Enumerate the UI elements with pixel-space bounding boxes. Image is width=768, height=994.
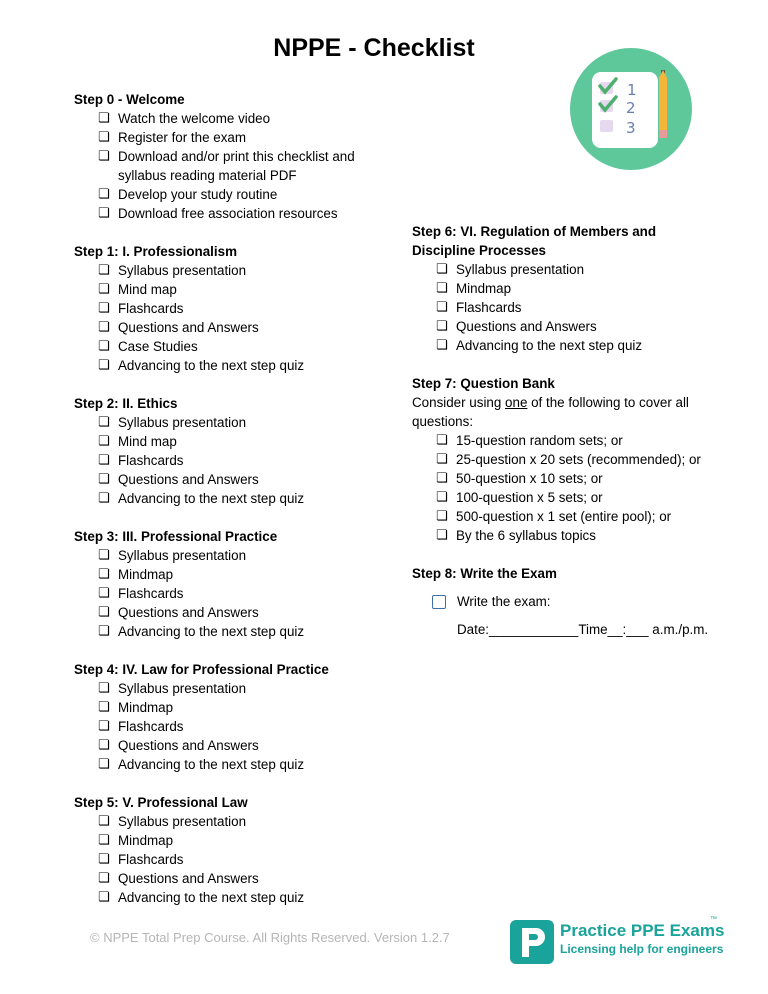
step-7-section — [412, 374, 742, 545]
checkbox-icon[interactable]: ❏ — [98, 491, 110, 506]
step-0-section — [74, 90, 404, 223]
step-intro-continuation: questions: — [412, 414, 474, 429]
checklist-item[interactable] — [98, 717, 404, 736]
step-heading: Step 8: Write the Exam — [412, 566, 557, 581]
checklist-item[interactable] — [98, 622, 404, 641]
item-label: Questions and Answers — [456, 319, 597, 334]
number-1: 1 — [627, 81, 637, 99]
checklist-item-continuation — [98, 166, 404, 185]
checklist-item[interactable] — [98, 261, 404, 280]
exam-date-line: Date:____________Time__:___ a.m./p.m. — [457, 622, 709, 637]
checklist-item[interactable] — [98, 603, 404, 622]
checklist-item[interactable] — [98, 356, 404, 375]
checkbox-icon[interactable]: ❏ — [98, 320, 110, 335]
checklist-item[interactable] — [98, 128, 404, 147]
item-label: 50-question x 10 sets; or — [456, 471, 603, 486]
item-label: 25-question x 20 sets (recommended); or — [456, 452, 701, 467]
checkbox-icon[interactable]: ❏ — [98, 548, 110, 563]
step-6-section — [412, 222, 742, 355]
step-heading: Step 4: IV. Law for Professional Practice — [74, 662, 329, 677]
step-heading: Step 1: I. Professionalism — [74, 244, 237, 259]
item-label: Syllabus presentation — [456, 262, 585, 277]
pencil-icon — [659, 70, 667, 138]
step-5-section — [74, 793, 404, 907]
item-label: Flashcards — [456, 300, 522, 315]
step-intro — [412, 393, 742, 412]
checklist-item[interactable] — [98, 736, 404, 755]
item-label: Download free association resources — [118, 206, 338, 221]
checkbox-icon[interactable]: ❏ — [98, 605, 110, 620]
checkbox-icon[interactable]: ❏ — [436, 319, 448, 334]
step-heading: Step 3: III. Professional Practice — [74, 529, 278, 544]
checklist-item[interactable] — [98, 204, 404, 223]
right-column — [412, 222, 742, 639]
checklist-item[interactable] — [98, 888, 404, 907]
checkbox-icon[interactable] — [432, 595, 446, 609]
step-heading: Step 6: VI. Regulation of Members and — [412, 224, 657, 239]
brand-name: Practice PPE Exams — [560, 921, 725, 940]
item-label: Syllabus presentation — [118, 263, 247, 278]
checklist-item[interactable] — [436, 317, 742, 336]
step-4-section — [74, 660, 404, 774]
item-label: Watch the welcome video — [118, 111, 271, 126]
item-label: Questions and Answers — [118, 320, 259, 335]
write-exam-item[interactable] — [412, 592, 742, 611]
checklist-item[interactable] — [98, 812, 404, 831]
checkbox-icon[interactable]: ❏ — [98, 415, 110, 430]
checklist-item[interactable] — [98, 413, 404, 432]
checkbox-icon[interactable]: ❏ — [98, 130, 110, 145]
item-label: syllabus reading material PDF — [118, 168, 297, 183]
checkbox-icon[interactable]: ❏ — [98, 700, 110, 715]
item-label: Questions and Answers — [118, 472, 259, 487]
checklist-item[interactable] — [436, 507, 742, 526]
checkbox-icon[interactable]: ❏ — [98, 814, 110, 829]
checklist-item[interactable] — [98, 698, 404, 717]
item-label: Mind map — [118, 434, 177, 449]
trademark: ™ — [710, 916, 717, 923]
checklist-item[interactable] — [436, 336, 742, 355]
checklist-item[interactable] — [98, 147, 404, 166]
checklist-item[interactable] — [98, 470, 404, 489]
item-label: Advancing to the next step quiz — [118, 491, 305, 506]
item-label: 100-question x 5 sets; or — [456, 490, 603, 505]
checklist-item[interactable] — [98, 489, 404, 508]
step-heading: Step 0 - Welcome — [74, 92, 185, 107]
checklist-item[interactable] — [98, 109, 404, 128]
checkbox-icon[interactable]: ❏ — [98, 624, 110, 639]
checkbox-icon[interactable]: ❏ — [98, 681, 110, 696]
item-label: Mindmap — [118, 567, 174, 582]
checkbox-icon[interactable]: ❏ — [98, 111, 110, 126]
checkbox-icon[interactable]: ❏ — [436, 452, 448, 467]
step-heading: Step 7: Question Bank — [412, 376, 555, 391]
step-heading: Step 5: V. Professional Law — [74, 795, 248, 810]
checkbox-icon[interactable]: ❏ — [98, 871, 110, 886]
checklist-item[interactable] — [98, 337, 404, 356]
item-label: Mindmap — [118, 833, 174, 848]
checkbox-icon[interactable]: ❏ — [436, 262, 448, 277]
item-label: 15-question random sets; or — [456, 433, 623, 448]
item-label: Questions and Answers — [118, 605, 259, 620]
checkbox-icon[interactable]: ❏ — [98, 719, 110, 734]
item-label: Flashcards — [118, 586, 184, 601]
item-label: Advancing to the next step quiz — [456, 338, 643, 353]
copyright-footer: © NPPE Total Prep Course. All Rights Reserved. Version 1.2.7 — [90, 930, 450, 945]
checkbox-icon[interactable]: ❏ — [98, 757, 110, 772]
item-label: Flashcards — [118, 301, 184, 316]
checkbox-icon[interactable]: ❏ — [436, 528, 448, 543]
checkbox-icon[interactable]: ❏ — [436, 281, 448, 296]
checklist-item[interactable] — [98, 432, 404, 451]
left-column — [74, 90, 404, 907]
item-label: Advancing to the next step quiz — [118, 890, 305, 905]
checklist-item[interactable] — [98, 299, 404, 318]
checkbox-icon[interactable]: ❏ — [98, 453, 110, 468]
item-label: Flashcards — [118, 719, 184, 734]
checkbox-icon[interactable]: ❏ — [98, 282, 110, 297]
checkbox-icon[interactable]: ❏ — [98, 472, 110, 487]
checklist-illustration — [570, 48, 692, 170]
checklist-item[interactable] — [98, 565, 404, 584]
checkbox-icon[interactable]: ❏ — [98, 586, 110, 601]
item-label: Register for the exam — [118, 130, 247, 145]
item-label: Flashcards — [118, 852, 184, 867]
checklist-item[interactable] — [98, 869, 404, 888]
brand-p-icon — [510, 920, 554, 964]
checklist-item[interactable] — [98, 831, 404, 850]
checklist-item[interactable] — [98, 546, 404, 565]
checkbox-icon[interactable]: ❏ — [98, 187, 110, 202]
checklist-item[interactable] — [436, 488, 742, 507]
checkbox-icon[interactable]: ❏ — [98, 149, 110, 164]
checkbox-icon[interactable]: ❏ — [98, 833, 110, 848]
item-label: Advancing to the next step quiz — [118, 624, 305, 639]
brand-tagline: Licensing help for engineers — [560, 942, 724, 956]
checklist-item[interactable] — [436, 260, 742, 279]
checkbox-icon[interactable]: ❏ — [436, 338, 448, 353]
intro-emphasis: one — [505, 395, 528, 410]
step-1-section — [74, 242, 404, 375]
step-heading-continuation: Discipline Processes — [412, 243, 546, 258]
checkbox-icon[interactable]: ❏ — [98, 852, 110, 867]
checklist-item[interactable] — [98, 584, 404, 603]
checklist-item[interactable] — [436, 526, 742, 545]
checklist-item[interactable] — [436, 431, 742, 450]
item-label: Mind map — [118, 282, 177, 297]
item-label: Download and/or print this checklist and — [118, 149, 355, 164]
checkbox-icon[interactable]: ❏ — [98, 339, 110, 354]
brand-logo — [510, 916, 740, 964]
number-2: 2 — [626, 99, 636, 117]
item-label: Case Studies — [118, 339, 198, 354]
checkbox-icon[interactable]: ❏ — [436, 490, 448, 505]
checklist-item[interactable] — [98, 318, 404, 337]
checkbox-icon[interactable]: ❏ — [436, 300, 448, 315]
checklist-item[interactable] — [436, 298, 742, 317]
checkbox-icon[interactable]: ❏ — [98, 206, 110, 221]
page-title: NPPE - Checklist — [273, 34, 475, 62]
checkbox-icon[interactable]: ❏ — [98, 301, 110, 316]
item-label: Mindmap — [456, 281, 512, 296]
checklist-item[interactable] — [98, 679, 404, 698]
item-label: Develop your study routine — [118, 187, 278, 202]
checkbox-icon[interactable]: ❏ — [98, 567, 110, 582]
item-label: Syllabus presentation — [118, 548, 247, 563]
item-label: Advancing to the next step quiz — [118, 757, 305, 772]
clipboard-icon — [570, 48, 692, 170]
item-label: Questions and Answers — [118, 738, 259, 753]
step-3-section — [74, 527, 404, 641]
checkbox-icon[interactable]: ❏ — [436, 509, 448, 524]
checklist-item[interactable] — [98, 185, 404, 204]
checklist-item[interactable] — [98, 280, 404, 299]
item-label: By the 6 syllabus topics — [456, 528, 596, 543]
intro-text: Consider using — [412, 395, 506, 410]
item-label: Questions and Answers — [118, 871, 259, 886]
item-label: Write the exam: — [457, 594, 551, 609]
step-8-section — [412, 564, 742, 639]
number-3: 3 — [626, 119, 636, 137]
checkbox-icon[interactable]: ❏ — [436, 433, 448, 448]
item-label: Advancing to the next step quiz — [118, 358, 305, 373]
checkbox-icon[interactable]: ❏ — [98, 263, 110, 278]
checkbox-icon[interactable]: ❏ — [98, 738, 110, 753]
checkbox-icon[interactable]: ❏ — [98, 890, 110, 905]
item-label: Syllabus presentation — [118, 814, 247, 829]
item-label: Flashcards — [118, 453, 184, 468]
checklist-item[interactable] — [98, 451, 404, 470]
checkbox-icon[interactable]: ❏ — [98, 358, 110, 373]
item-label: Syllabus presentation — [118, 415, 247, 430]
checkbox-icon[interactable]: ❏ — [436, 471, 448, 486]
checklist-item[interactable] — [98, 755, 404, 774]
checkbox-icon[interactable]: ❏ — [98, 434, 110, 449]
checklist-item[interactable] — [98, 850, 404, 869]
item-label: 500-question x 1 set (entire pool); or — [456, 509, 672, 524]
checklist-item[interactable] — [436, 469, 742, 488]
intro-text-after: of the following to cover all — [527, 395, 689, 410]
step-heading: Step 2: II. Ethics — [74, 396, 178, 411]
step-2-section — [74, 394, 404, 508]
checklist-item[interactable] — [436, 450, 742, 469]
checklist-item[interactable] — [436, 279, 742, 298]
item-label: Mindmap — [118, 700, 174, 715]
item-label: Syllabus presentation — [118, 681, 247, 696]
